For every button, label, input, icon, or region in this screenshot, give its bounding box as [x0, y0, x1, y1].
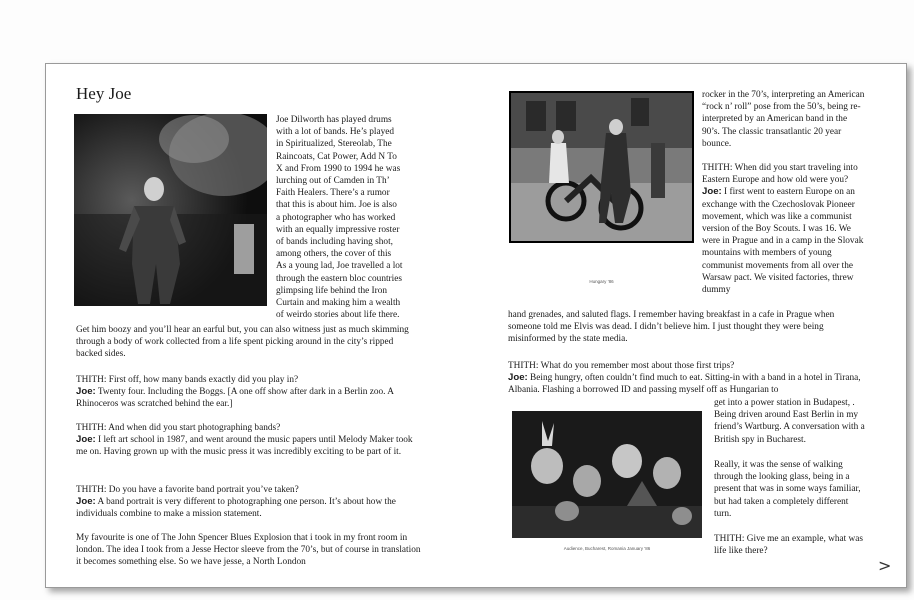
question-text: THITH: And when did you start photographing bands? — [76, 423, 281, 433]
caption-audience: Audience, Bucharest, Romania January ’86 — [563, 546, 651, 551]
right-qa-3 — [508, 360, 866, 397]
next-page-arrow[interactable]: > — [878, 556, 892, 575]
intro-line: lurching out of Camden in Th’ — [276, 176, 390, 187]
photo-hungary-image — [511, 93, 692, 241]
answer-text: Twenty four. Including the Boggs. [A one off show after dark in a Berlin zoo. A Rhinoceros was scratched behind the ear.] — [76, 387, 394, 410]
intro-line: of bands including having shot, — [276, 237, 393, 248]
intro-line: in Spiritualized, Stereolab, The — [276, 139, 392, 150]
intro-line: Curtain and making him a wealth — [276, 298, 401, 309]
intro-line: X and From 1990 to 1994 he was — [276, 163, 401, 174]
answer-text: I left art school in 1987, and went around the music papers until Melody Maker took me on. Having grown up with the music press it was incredibly exciting to be part of it. — [76, 435, 413, 458]
qa-block-3 — [76, 484, 421, 521]
right-intro-text: rocker in the 70’s, interpreting an American “rock n’ roll” pose from the 50’s, being re-interpreted by an American band in the 90’s. The classic transatlantic 20 year bounce. — [702, 90, 865, 149]
intro-line: a photographer who has worked — [276, 212, 396, 223]
right-qa-2 — [702, 162, 867, 296]
answer-text: Being hungry, often couldn’t find much to eat. Sitting-in with a band in a hotel in Tirana, Albania. Flashing a borrowed ID and passing myself off as Hungarian to — [508, 373, 861, 396]
intro-line: glimpsing life behind the Iron — [276, 285, 388, 296]
intro-line: Faith Healers. There’s a rumor — [276, 188, 390, 199]
photo-joe-night-image — [74, 114, 267, 306]
article-title: Hey Joe — [76, 84, 132, 103]
question-text: THITH: What do you remember most about those first trips? — [508, 361, 735, 371]
intro-line: through the eastern bloc countries — [276, 273, 402, 284]
intro-line: As a young lad, Joe travelled a lot — [276, 261, 403, 272]
closing-paragraph: My favourite is one of The John Spencer Blues Explosion that i took in my front room in london. The idea I took from a Jesse Hector sleeve from the 70’s, but of course in translation it becomes something else. So we have jesse, a North London — [76, 533, 421, 568]
speaker-label: Joe: — [702, 186, 722, 198]
photo-audience-image — [512, 411, 702, 538]
answer-text: I first went to eastern Europe on an exchange with the Czechoslovak Pioneer movement, which was like a communist version of the Boy Scouts. I was 16. We were in Prague and in a camp in the Slovak mountains with members of young communist movements from all over the Warsaw pact. We visited factories, threw dummy — [702, 187, 864, 296]
speaker-label: Joe: — [76, 434, 96, 446]
question-text: THITH: First off, how many bands exactly did you play in? — [76, 375, 299, 385]
intro-text-block — [276, 114, 426, 321]
right-qa-3-continued: get into a power station in Budapest, . Being driven around East Berlin in my friend’s Wartburg. A conversation with a British spy in Bucharest. — [714, 398, 865, 445]
photo-joe-night — [74, 114, 267, 306]
intro-line: of weirdo stories about life there. — [276, 310, 400, 321]
intro-line: with an equally impressive roster — [276, 224, 400, 235]
right-qa-3-more: Really, it was the sense of walking through the looking glass, being in a present that was in some ways familiar, but had taken a completely different turn. — [714, 460, 861, 519]
question-text: THITH: When did you start traveling into Eastern Europe and how old were you? — [702, 163, 858, 186]
intro-continued: Get him boozy and you’ll hear an earful but, you can also witness just as much skimming through a body of work collected from a life spent picking around in the city’s ripped backed sides. — [76, 325, 409, 360]
answer-text: A band portrait is very different to photographing one person. It’s about how the individuals combine to make a mission statement. — [76, 497, 396, 520]
right-qa-4: THITH: Give me an example, what was life like there? — [714, 534, 863, 557]
intro-line: Raincoats, Cat Power, Add N To — [276, 151, 397, 162]
caption-hungary: Hungary ’86 — [589, 279, 614, 284]
speaker-label: Joe: — [508, 372, 528, 384]
question-text: THITH: Do you have a favorite band portrait you’ve taken? — [76, 485, 299, 495]
right-qa-2-continued: hand grenades, and saluted flags. I remember having breakfast in a cafe in Prague when someone told me Elvis was dead. I didn’t believe him. I just thought they were being misinformed by the state media. — [508, 310, 835, 345]
qa-block-1 — [76, 374, 421, 411]
intro-line: among others, the cover of this — [276, 249, 392, 260]
speaker-label: Joe: — [76, 386, 96, 398]
intro-line: with a lot of bands. He’s played — [276, 127, 394, 138]
speaker-label: Joe: — [76, 496, 96, 508]
qa-block-2 — [76, 422, 421, 459]
intro-line: that this is about him. Joe is also — [276, 200, 397, 211]
photo-hungary-motorcycles — [509, 91, 694, 243]
photo-audience-bucharest — [512, 411, 702, 538]
intro-line: Joe Dilworth has played drums — [276, 115, 392, 125]
magazine-spread — [45, 63, 907, 588]
